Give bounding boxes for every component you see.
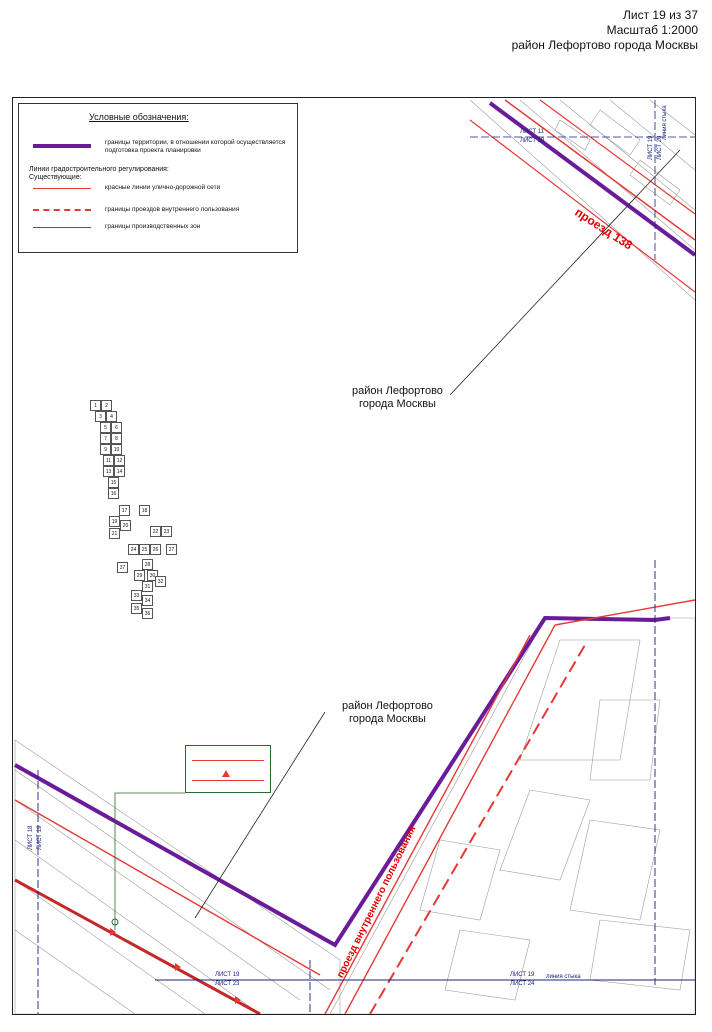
street-label-internal: проезд внутреннего пользования [335,824,419,980]
sheet-number: Лист 19 из 37 [623,8,698,22]
index-cell-26: 26 [150,544,161,555]
industrial-zone-boundary [15,880,260,1014]
red-line-bottom-c [345,625,555,1014]
sheet-label-bottom-a: ЛИСТ 19 [510,972,535,978]
index-cell-11: 11 [103,455,114,466]
index-cell-30: 30 [147,570,158,581]
index-cell-1: 1 [90,400,101,411]
district-label-top: район Лефортово города Москвы [352,385,443,410]
index-cell-29: 29 [134,570,145,581]
index-cell-33: 33 [131,590,142,601]
legend-internal-text: границы проездов внутреннего пользования [105,206,240,213]
index-cell-31: 31 [142,581,153,592]
index-cell-5: 5 [100,422,111,433]
sheet-label-top-d: ЛИСТ 20 [657,135,663,160]
legend-industrial-text: границы производственных зон [105,223,201,230]
index-cell-19: 19 [109,516,120,527]
index-cell-28: 28 [142,559,153,570]
inset-connector [115,793,185,930]
index-cell-7: 7 [100,433,111,444]
legend-territory-sample [33,144,91,148]
legend-territory-text: границы территории, в отношении которой осуществляется подготовка проекта планировки [105,139,286,154]
pointer-top [450,150,680,395]
sheet-label-seam-top: линия стыка [662,105,668,140]
sheet-district: район Лефортово города Москвы [511,38,698,52]
index-cell-20: 20 [120,520,131,531]
sheet-scale: Масштаб 1:2000 [606,23,698,37]
legend [18,103,298,253]
index-cell-16: 16 [108,488,119,499]
index-cell-9: 9 [100,444,111,455]
index-cell-23: 23 [161,526,172,537]
index-cell-10: 10 [111,444,122,455]
index-cell-36: 36 [142,608,153,619]
index-cell-4: 4 [106,411,117,422]
sheet-label-left-b: ЛИСТ 19 [37,825,43,850]
index-cell-37: 37 [117,562,128,573]
index-cell-18: 18 [139,505,150,516]
district-label-bottom: район Лефортово города Москвы [342,700,433,725]
sheet-label-bottom-b: ЛИСТ 24 [510,981,535,987]
index-cell-27: 27 [166,544,177,555]
inset-legend [185,745,271,793]
index-cell-6: 6 [111,422,122,433]
index-cell-22: 22 [150,526,161,537]
legend-title: Условные обозначения: [89,112,189,122]
sheet-label-bottom-d: ЛИСТ 23 [215,981,240,987]
inset-red-line [192,760,264,761]
index-cell-35: 35 [131,603,142,614]
pointer-bottom [195,712,325,918]
index-cell-2: 2 [101,400,112,411]
index-cell-8: 8 [111,433,122,444]
index-cell-15: 15 [108,477,119,488]
inset-red-line-2 [192,780,264,781]
sheet-label-left-a: ЛИСТ 18 [28,825,34,850]
sheet-label-top-b: ЛИСТ 18 [520,138,545,144]
sheet-label-top-c: ЛИСТ 19 [648,135,654,160]
legend-industrial-sample [33,227,91,228]
sheet-index [90,400,180,630]
sheet-label-seam-bottom: линия стыка [546,974,581,980]
legend-existing-heading: Существующие: [29,174,82,181]
index-cell-32: 32 [155,576,166,587]
legend-internal-sample [33,209,91,213]
index-cell-13: 13 [103,466,114,477]
index-cell-17: 17 [119,505,130,516]
index-cell-12: 12 [114,455,125,466]
sheet-label-bottom-c: ЛИСТ 19 [215,972,240,978]
index-cell-3: 3 [95,411,106,422]
legend-regulation-heading: Линии градостроительного регулирования: [29,166,169,173]
index-cell-34: 34 [142,595,153,606]
red-line-bottom-a [15,800,320,975]
index-cell-25: 25 [139,544,150,555]
index-cell-21: 21 [109,528,120,539]
index-cell-14: 14 [114,466,125,477]
inset-triangle-icon [222,770,230,777]
legend-red-line-sample [33,188,91,189]
index-cell-24: 24 [128,544,139,555]
street-label-proezd: проезд 138 [572,205,635,253]
legend-red-line-text: красные линии улично-дорожной сети [105,184,221,191]
sheet-label-top-a: ЛИСТ 11 [520,129,544,135]
